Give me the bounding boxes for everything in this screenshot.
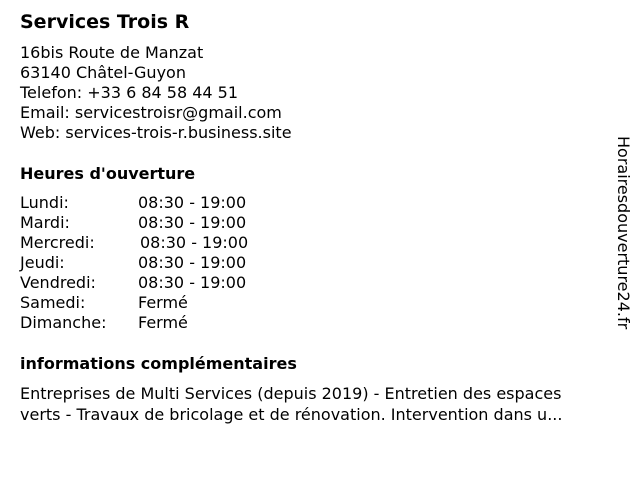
phone-line[interactable]: Telefon: +33 6 84 58 44 51: [20, 83, 239, 102]
hours-day: Mercredi:: [20, 233, 95, 252]
hours-time: 08:30 - 19:00: [138, 273, 247, 292]
address-street: 16bis Route de Manzat: [20, 43, 204, 62]
hours-row-friday: [20, 273, 600, 293]
hours-time: 08:30 - 19:00: [138, 253, 247, 272]
additional-info-text: [20, 383, 620, 425]
hours-time: Fermé: [138, 293, 188, 312]
hours-row-sunday: [20, 313, 600, 333]
address-city: 63140 Châtel-Guyon: [20, 63, 186, 82]
business-name: Services Trois R: [20, 11, 190, 33]
hours-row-monday: [20, 193, 600, 213]
hours-day: Samedi:: [20, 293, 86, 312]
additional-info-line-1: Entreprises de Multi Services (depuis 2019) - Entretien des espaces: [20, 384, 562, 403]
hours-day: Vendredi:: [20, 273, 96, 292]
hours-row-thursday: [20, 253, 600, 273]
opening-hours-table: [20, 193, 600, 333]
hours-day: Dimanche:: [20, 313, 107, 332]
opening-hours-heading: Heures d'ouverture: [20, 164, 196, 183]
hours-time: 08:30 - 19:00: [138, 193, 247, 212]
hours-time: Fermé: [138, 313, 188, 332]
additional-info-line-2: verts - Travaux de bricolage et de rénovation. Intervention dans u...: [20, 405, 563, 424]
email-line[interactable]: Email: servicestroisr@gmail.com: [20, 103, 282, 122]
hours-row-tuesday: [20, 213, 600, 233]
hours-time: 08:30 - 19:00: [138, 213, 247, 232]
hours-time: 08:30 - 19:00: [140, 233, 249, 252]
watermark-site-name: Horairesdouverture24.fr: [614, 136, 633, 330]
hours-day: Lundi:: [20, 193, 69, 212]
business-card: [20, 10, 600, 425]
hours-row-saturday: [20, 293, 600, 313]
hours-day: Mardi:: [20, 213, 70, 232]
additional-info-heading: informations complémentaires: [20, 354, 297, 373]
hours-row-wednesday: [20, 233, 600, 253]
hours-day: Jeudi:: [20, 253, 65, 272]
website-line[interactable]: Web: services-trois-r.business.site: [20, 123, 292, 142]
